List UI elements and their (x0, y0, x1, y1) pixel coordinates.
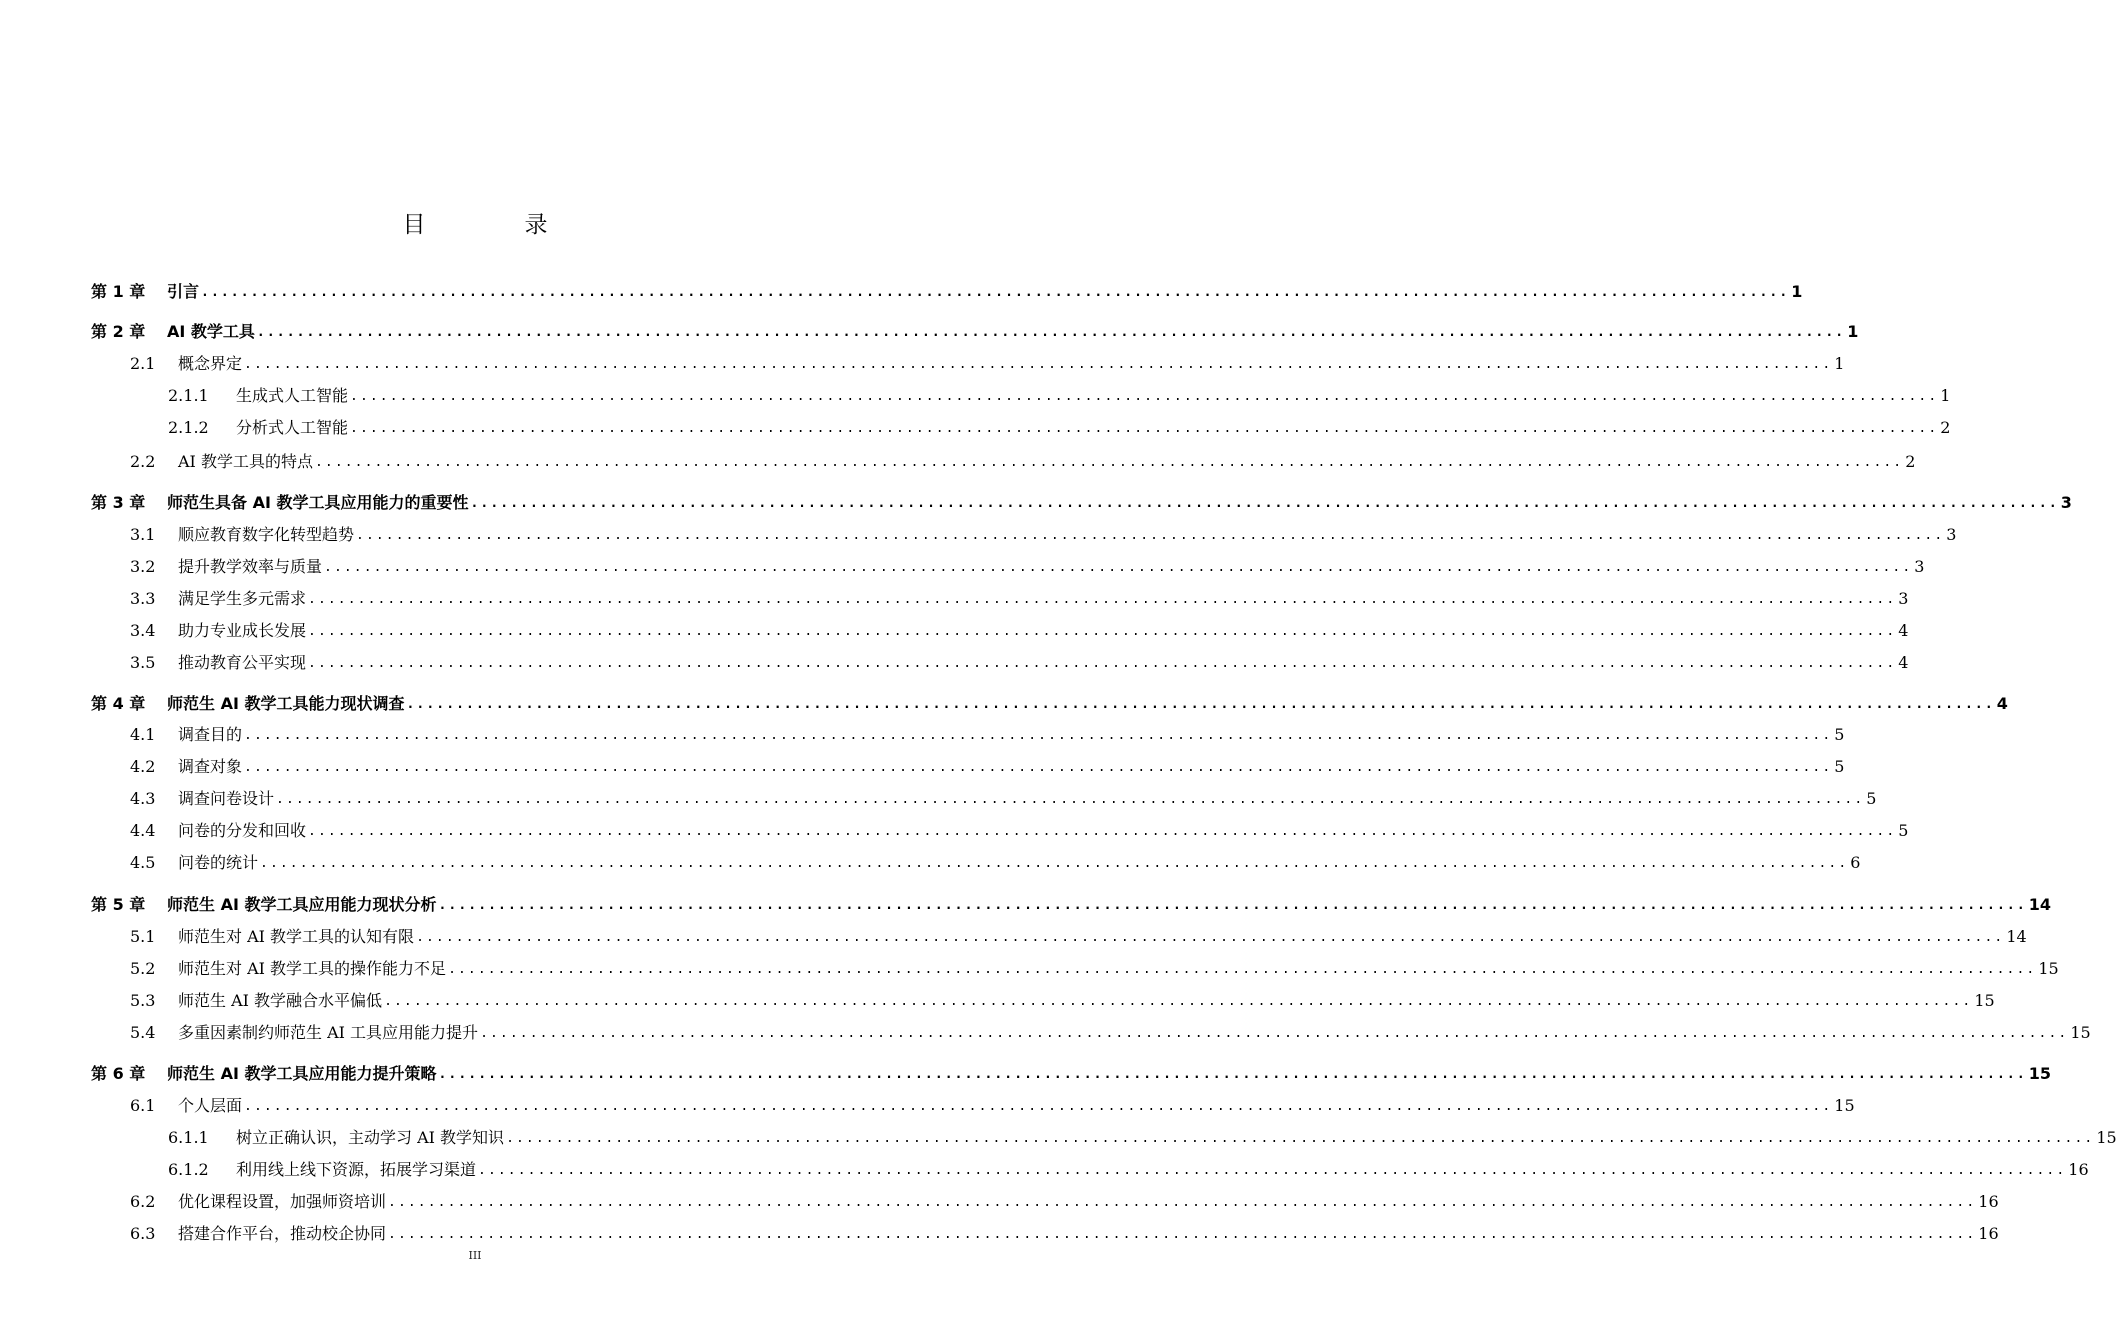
toc-section-entry[interactable] (130, 585, 1909, 609)
toc-section-entry[interactable] (168, 1124, 2117, 1148)
toc-leader-dots: ................................................................................................................................................................ (314, 455, 1904, 470)
toc-entry-page: 1 (1791, 282, 1803, 301)
toc-entry-page: 6 (1850, 853, 1861, 872)
toc-section-entry[interactable] (168, 1156, 2089, 1180)
toc-entry-title: AI 教学工具的特点 (178, 452, 313, 471)
toc-entry-title: 调查对象 (178, 757, 243, 776)
toc-entry-number: 2.1.1 (168, 386, 209, 405)
toc-entry-title: 满足学生多元需求 (178, 589, 307, 608)
toc-entry-number: 第 3 章 (91, 493, 146, 512)
toc-entry-number: 5.3 (130, 991, 156, 1010)
toc-entry-title: 生成式人工智能 (236, 386, 349, 405)
toc-section-entry[interactable] (130, 617, 1909, 641)
toc-entry-title: 问卷的统计 (178, 853, 259, 872)
toc-entry-title: 推动教育公平实现 (178, 653, 307, 672)
toc-entry-title: 师范生 AI 教学工具应用能力现状分析 (167, 895, 437, 914)
toc-entry-title: 提升教学效率与质量 (178, 557, 323, 576)
toc-section-entry[interactable] (130, 350, 1845, 374)
toc-leader-dots: ................................................................................................................................................................ (480, 1026, 2069, 1041)
toc-entry-number: 6.1.2 (168, 1160, 209, 1179)
toc-entry-number: 6.1.1 (168, 1128, 209, 1147)
toc-chapter-entry[interactable] (91, 690, 2008, 714)
toc-section-entry[interactable] (130, 987, 1995, 1011)
toc-entry-page: 16 (2068, 1160, 2089, 1179)
toc-leader-dots: ................................................................................................................................................................ (416, 930, 2005, 945)
toc-section-entry[interactable] (168, 414, 1951, 438)
toc-entry-page: 1 (1834, 354, 1845, 373)
toc-leader-dots: ................................................................................................................................................................ (244, 357, 1833, 372)
toc-entry-title: 师范生 AI 教学工具能力现状调查 (167, 694, 405, 713)
toc-entry-title: 师范生 AI 教学融合水平偏低 (178, 991, 383, 1010)
toc-leader-dots: ................................................................................................................................................................ (201, 285, 1790, 300)
toc-section-entry[interactable] (130, 923, 2027, 947)
toc-entry-page: 5 (1898, 821, 1909, 840)
toc-entry-page: 14 (2006, 927, 2027, 946)
toc-entry-title: 概念界定 (178, 354, 243, 373)
toc-entry-page: 4 (1898, 653, 1909, 672)
toc-section-entry[interactable] (130, 721, 1845, 745)
toc-entry-number: 2.1 (130, 354, 156, 373)
toc-entry-title: 个人层面 (178, 1096, 243, 1115)
toc-entry-number: 5.1 (130, 927, 156, 946)
toc-leader-dots: ................................................................................................................................................................ (308, 592, 1897, 607)
toc-section-entry[interactable] (130, 649, 1909, 673)
toc-entry-page: 5 (1866, 789, 1877, 808)
toc-entry-title: 树立正确认识，主动学习 AI 教学知识 (236, 1128, 505, 1147)
page-number-footer: III (468, 1249, 482, 1262)
toc-leader-dots: ................................................................................................................................................................ (260, 856, 1849, 871)
toc-leader-dots: ................................................................................................................................................................ (244, 760, 1833, 775)
toc-entry-page: 2 (1940, 418, 1951, 437)
toc-entry-page: 15 (1974, 991, 1995, 1010)
toc-entry-page: 16 (1978, 1192, 1999, 1211)
toc-leader-dots: ................................................................................................................................................................ (384, 994, 1973, 1009)
toc-entry-title: 调查目的 (178, 725, 243, 744)
toc-entry-title: 助力专业成长发展 (178, 621, 307, 640)
toc-entry-title: 优化课程设置，加强师资培训 (178, 1192, 387, 1211)
toc-entry-title: AI 教学工具 (167, 322, 255, 341)
toc-chapter-entry[interactable] (91, 278, 1803, 302)
toc-entry-number: 第 5 章 (91, 895, 146, 914)
toc-entry-page: 16 (1978, 1224, 1999, 1243)
toc-leader-dots: ................................................................................................................................................................ (350, 421, 1939, 436)
toc-section-entry[interactable] (130, 817, 1909, 841)
toc-entry-number: 第 2 章 (91, 322, 146, 341)
toc-section-entry[interactable] (130, 521, 1957, 545)
toc-entry-title: 引言 (167, 282, 200, 301)
toc-entry-number: 4.2 (130, 757, 156, 776)
toc-entry-number: 4.1 (130, 725, 156, 744)
toc-entry-number: 3.2 (130, 557, 156, 576)
toc-entry-page: 3 (2060, 493, 2072, 512)
toc-entry-number: 第 4 章 (91, 694, 146, 713)
toc-entry-title: 利用线上线下资源，拓展学习渠道 (236, 1160, 477, 1179)
toc-leader-dots: ................................................................................................................................................................ (308, 824, 1897, 839)
toc-entry-page: 2 (1905, 452, 1916, 471)
toc-chapter-entry[interactable] (91, 1060, 2052, 1084)
toc-entry-title: 师范生具备 AI 教学工具应用能力的重要性 (167, 493, 469, 512)
toc-leader-dots: ................................................................................................................................................................ (470, 496, 2059, 511)
toc-leader-dots: ................................................................................................................................................................ (244, 728, 1833, 743)
toc-entry-number: 4.5 (130, 853, 156, 872)
toc-entry-title: 搭建合作平台，推动校企协同 (178, 1224, 387, 1243)
toc-entry-page: 4 (1996, 694, 2008, 713)
toc-entry-page: 4 (1898, 621, 1909, 640)
toc-entry-title: 多重因素制约师范生 AI 工具应用能力提升 (178, 1023, 479, 1042)
toc-entry-number: 3.5 (130, 653, 156, 672)
toc-chapter-entry[interactable] (91, 318, 1859, 342)
toc-entry-title: 师范生对 AI 教学工具的认知有限 (178, 927, 415, 946)
toc-entry-page: 14 (2028, 895, 2052, 914)
toc-section-entry[interactable] (168, 382, 1951, 406)
toc-section-entry[interactable] (130, 955, 2059, 979)
toc-entry-page: 5 (1834, 757, 1845, 776)
toc-entry-number: 2.1.2 (168, 418, 209, 437)
toc-entry-number: 3.1 (130, 525, 156, 544)
toc-leader-dots: ................................................................................................................................................................ (350, 389, 1939, 404)
toc-entry-number: 4.3 (130, 789, 156, 808)
toc-leader-dots: ................................................................................................................................................................ (478, 1163, 2067, 1178)
toc-entry-number: 5.4 (130, 1023, 156, 1042)
toc-entry-page: 3 (1946, 525, 1957, 544)
toc-chapter-entry[interactable] (91, 891, 2052, 915)
toc-entry-page: 3 (1914, 557, 1925, 576)
toc-entry-number: 6.1 (130, 1096, 156, 1115)
toc-entry-number: 2.2 (130, 452, 156, 471)
toc-entry-page: 1 (1940, 386, 1951, 405)
toc-leader-dots: ................................................................................................................................................................ (256, 325, 1846, 340)
toc-entry-title: 调查问卷设计 (178, 789, 275, 808)
toc-entry-title: 师范生对 AI 教学工具的操作能力不足 (178, 959, 447, 978)
toc-section-entry[interactable] (130, 1019, 2091, 1043)
toc-leader-dots: ................................................................................................................................................................ (244, 1099, 1833, 1114)
toc-leader-dots: ................................................................................................................................................................ (308, 624, 1897, 639)
toc-entry-page: 5 (1834, 725, 1845, 744)
toc-leader-dots: ................................................................................................................................................................ (276, 792, 1865, 807)
toc-section-entry[interactable] (130, 1092, 1855, 1116)
toc-leader-dots: ................................................................................................................................................................ (506, 1131, 2095, 1146)
toc-leader-dots: ................................................................................................................................................................ (438, 1067, 2027, 1082)
toc-entry-number: 第 6 章 (91, 1064, 146, 1083)
toc-entry-number: 5.2 (130, 959, 156, 978)
toc-leader-dots: ................................................................................................................................................................ (356, 528, 1945, 543)
toc-entry-page: 15 (2070, 1023, 2091, 1042)
toc-entry-page: 15 (1834, 1096, 1855, 1115)
toc-entry-title: 师范生 AI 教学工具应用能力提升策略 (167, 1064, 437, 1083)
toc-entry-number: 6.3 (130, 1224, 156, 1243)
toc-chapter-entry[interactable] (91, 489, 2072, 513)
toc-entry-page: 3 (1898, 589, 1909, 608)
toc-leader-dots: ................................................................................................................................................................ (324, 560, 1913, 575)
toc-entry-title: 顺应教育数字化转型趋势 (178, 525, 355, 544)
toc-entry-number: 第 1 章 (91, 282, 146, 301)
page-title: 目 录 (402, 212, 586, 238)
toc-entry-number: 6.2 (130, 1192, 156, 1211)
toc-entry-page: 1 (1847, 322, 1859, 341)
toc-leader-dots: ................................................................................................................................................................ (438, 898, 2027, 913)
toc-leader-dots: ................................................................................................................................................................ (388, 1195, 1977, 1210)
toc-section-entry[interactable] (130, 553, 1925, 577)
toc-section-entry[interactable] (130, 785, 1877, 809)
toc-section-entry[interactable] (130, 849, 1861, 873)
toc-entry-title: 分析式人工智能 (236, 418, 349, 437)
toc-leader-dots: ................................................................................................................................................................ (308, 656, 1897, 671)
toc-section-entry[interactable] (130, 1220, 1999, 1244)
toc-section-entry[interactable] (130, 1188, 1999, 1212)
toc-section-entry[interactable] (130, 753, 1845, 777)
toc-leader-dots: ................................................................................................................................................................ (406, 697, 1995, 712)
toc-entry-page: 15 (2096, 1128, 2117, 1147)
toc-entry-page: 15 (2028, 1064, 2052, 1083)
toc-entry-number: 3.3 (130, 589, 156, 608)
toc-section-entry[interactable] (130, 448, 1916, 472)
toc-entry-number: 4.4 (130, 821, 156, 840)
toc-leader-dots: ................................................................................................................................................................ (448, 962, 2037, 977)
toc-entry-title: 问卷的分发和回收 (178, 821, 307, 840)
toc-leader-dots: ................................................................................................................................................................ (388, 1227, 1977, 1242)
toc-entry-number: 3.4 (130, 621, 156, 640)
toc-entry-page: 15 (2038, 959, 2059, 978)
